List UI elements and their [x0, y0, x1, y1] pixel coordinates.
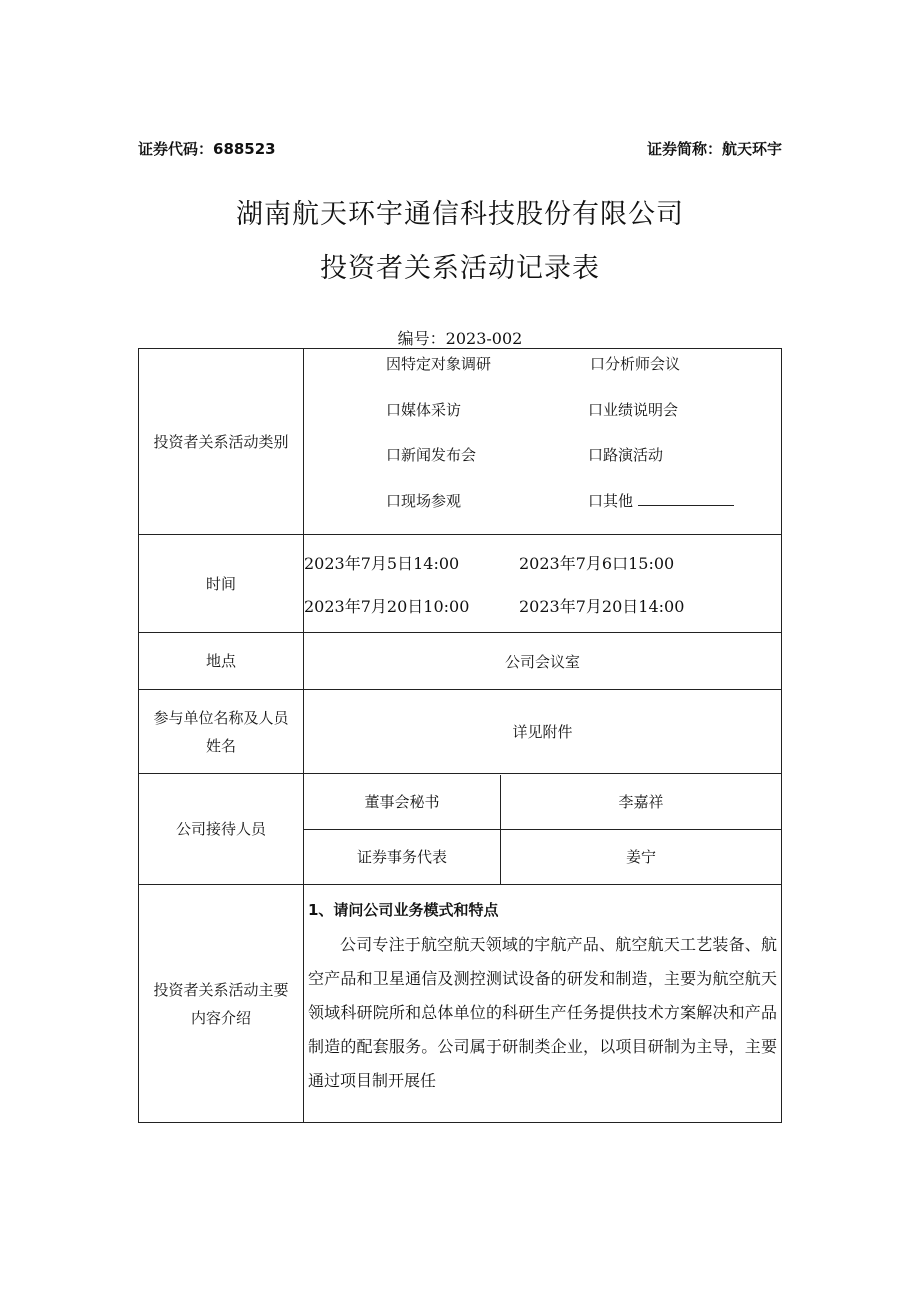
reception-row: [139, 774, 782, 885]
reception-label: 公司接待人员: [139, 774, 304, 885]
content-row: [139, 885, 782, 1123]
reception-role: 证券事务代表: [304, 829, 501, 884]
option-press-conference: 口新闻发布会: [386, 446, 477, 464]
document-title: 投资者关系活动记录表: [320, 253, 600, 284]
participants-row: [139, 690, 782, 774]
time-entry: 2023年7月20日10:00: [304, 597, 470, 616]
reception-table: [304, 775, 781, 884]
location-row: [139, 633, 782, 690]
time-label: 时间: [139, 535, 304, 633]
option-media-interview: 口媒体采访: [386, 401, 462, 419]
other-blank-line: [638, 491, 734, 506]
participants-value: 详见附件: [304, 690, 782, 774]
time-values: [304, 535, 782, 633]
option-other-label: 口其他: [588, 492, 634, 510]
option-earnings-briefing: 口业绩说明会: [588, 401, 679, 419]
stock-info-row: [138, 138, 782, 162]
reception-role: 董事会秘书: [304, 775, 501, 830]
serial-number: 编号：2023-002: [397, 329, 523, 348]
activity-type-row: [139, 349, 782, 535]
time-row: [139, 535, 782, 633]
record-table: [138, 348, 782, 1123]
location-value: 公司会议室: [304, 633, 782, 690]
option-analyst-meeting: 口分析师会议: [590, 355, 681, 373]
option-specific-research: 因特定对象调研: [386, 355, 492, 373]
location-label: 地点: [139, 633, 304, 690]
stock-code: 证券代码：688523: [138, 140, 276, 158]
reception-staff-row: [304, 775, 781, 830]
company-title: 湖南航天环宇通信科技股份有限公司: [236, 199, 684, 230]
reception-staff: [304, 774, 782, 885]
participants-label: 参与单位名称及人员姓名: [139, 690, 304, 774]
time-entry: 2023年7月6口15:00: [519, 554, 675, 573]
option-roadshow: 口路演活动: [588, 446, 664, 464]
reception-name: 姜宁: [501, 829, 782, 884]
option-site-visit: 口现场参观: [386, 492, 462, 510]
reception-staff-row: [304, 829, 781, 884]
activity-type-options: [304, 349, 782, 535]
time-entry: 2023年7月20日14:00: [519, 597, 685, 616]
option-other: [588, 490, 734, 511]
answer-text: 公司专注于航空航天领域的宇航产品、航空航天工艺装备、航空产品和卫星通信及测控测试设备的研发和制造，主要为航空航天领域科研院所和总体单位的科研生产任务提供技术方案解决和产品制造的配套服务。公司属于研制类企业，以项目研制为主导，主要通过项目制开展任: [308, 935, 777, 1090]
content-label: 投资者关系活动主要内容介绍: [139, 885, 304, 1123]
time-entry: 2023年7月5日14:00: [304, 554, 460, 573]
content-body: [304, 885, 782, 1123]
question-title: 1、请问公司业务模式和特点: [308, 901, 499, 919]
activity-type-label: 投资者关系活动类别: [139, 349, 304, 535]
reception-name: 李嘉祥: [501, 775, 782, 830]
stock-abbreviation: 证券简称：航天环宇: [646, 140, 782, 158]
